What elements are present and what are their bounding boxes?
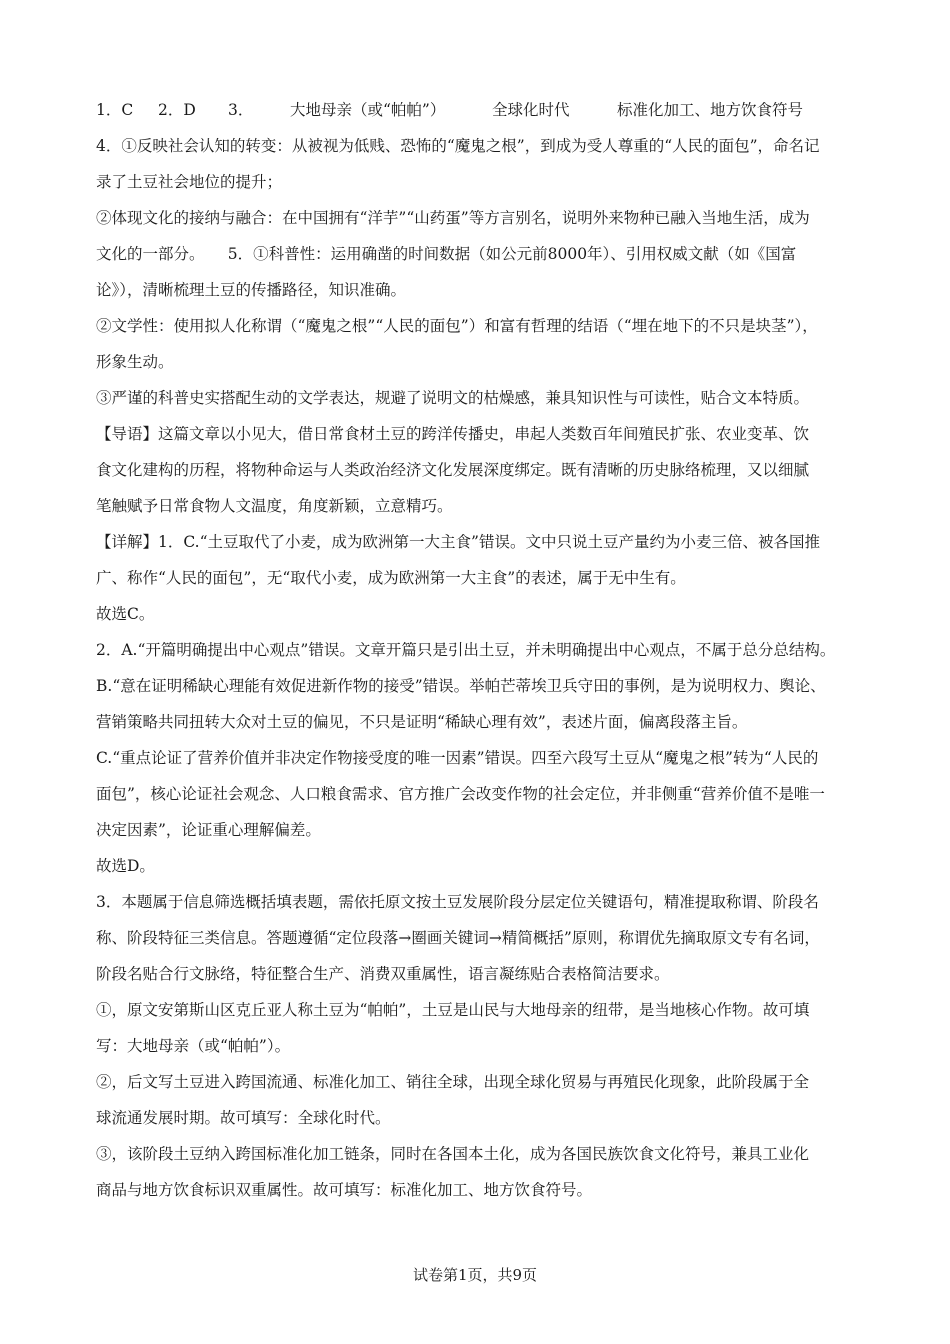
text-line: ③，该阶段土豆纳入跨国标准化加工链条，同时在各国本土化，成为各国民族饮食文化符号，兼具工业化 [96,1145,810,1163]
text-line: ②文学性：使用拟人化称谓（“魔鬼之根”“人民的面包”）和富有哲理的结语（“埋在地下的不只是块茎”）， [96,317,818,335]
text-line: 4．①反映社会认知的转变：从被视为低贱、恐怖的“魔鬼之根”，到成为受人尊重的“人民的面包”，命名记 [96,137,820,155]
text-line: ①，原文安第斯山区克丘亚人称土豆为“帕帕”，土豆是山民与大地母亲的纽带，是当地核心作物。故可填 [96,1001,810,1019]
answer-3-fill-1: 大地母亲（或“帕帕”） [290,101,446,119]
text-line: 写：大地母亲（或“帕帕”）。 [96,1037,291,1055]
text-line: 2．A.“开篇明确提出中心观点”错误。文章开篇只是引出土豆，并未明确提出中心观点，不属于总分总结构。 [96,641,836,659]
text-line: B.“意在证明稀缺心理能有效促进新作物的接受”错误。举帕芒蒂埃卫兵守田的事例，是为说明权力、舆论、 [96,677,826,695]
text-line: 称、阶段特征三类信息。答题遵循“定位段落→圈画关键词→精简概括”原则，称谓优先摘取原文专有名词， [96,929,820,947]
text-line: C.“重点论证了营养价值并非决定作物接受度的唯一因素”错误。四至六段写土豆从“魔鬼之根”转为“人民的 [96,749,819,767]
text-line: 球流通发展时期。故可填写：全球化时代。 [96,1109,391,1127]
text-line: 【详解】1．C.“土豆取代了小麦，成为欧洲第一大主食”错误。文中只说土豆产量约为小麦三倍、被各国推 [96,533,820,551]
text-line: 录了土豆社会地位的提升； [96,173,283,191]
text-line: 广、称作“人民的面包”，无“取代小麦，成为欧洲第一大主食”的表述，属于无中生有。 [96,569,686,587]
answer-content [96,92,856,1208]
answer-3-fill-3: 标准化加工、地方饮食符号 [617,101,804,119]
text-line: 笔触赋予日常食物人文温度，角度新颖，立意精巧。 [96,497,453,515]
text-line: 阶段名贴合行文脉络，特征整合生产、消费双重属性，语言凝练贴合表格简洁要求。 [96,965,670,983]
text-line: 故选C。 [96,605,155,623]
text-line: 面包”，核心论证社会观念、人口粮食需求、官方推广会改变作物的社会定位，并非侧重“营养价值不是唯一 [96,785,825,803]
answer-3-label: 3． [228,101,254,119]
text-line: 3．本题属于信息筛选概括填表题，需依托原文按土豆发展阶段分层定位关键语句，精准提取称谓、阶段名 [96,893,819,911]
text-line: 论》），清晰梳理土豆的传播路径，知识准确。 [96,281,407,299]
answer-3-fill-2: 全球化时代 [492,101,570,119]
answer-2: 2．D [158,101,196,119]
text-line: 形象生动。 [96,353,174,371]
text-line: 营销策略共同扭转大众对土豆的偏见，不只是证明“稀缺心理有效”，表述片面，偏离段落主旨。 [96,713,748,731]
text-line: ②，后文写土豆进入跨国流通、标准化加工、销往全球，出现全球化贸易与再殖民化现象，此阶段属于全 [96,1073,810,1091]
text-line: ③严谨的科普史实搭配生动的文学表达，规避了说明文的枯燥感，兼具知识性与可读性，贴合文本特质。 [96,389,810,407]
page-footer: 试卷第1页，共9页 [412,1266,538,1284]
text-line: 【导语】这篇文章以小见大，借日常食材土豆的跨洋传播史，串起人类数百年间殖民扩张、农业变革、饮 [96,425,810,443]
answer-1: 1．C [96,101,134,119]
text-line: ②体现文化的接纳与融合：在中国拥有“洋芋”“山药蛋”等方言别名，说明外来物种已融入当地生活，成为 [96,209,810,227]
answer-key-line [96,92,856,128]
text-line: 决定因素”，论证重心理解偏差。 [96,821,321,839]
text-line: 商品与地方饮食标识双重属性。故可填写：标准化加工、地方饮食符号。 [96,1181,593,1199]
text-line: 故选D。 [96,857,155,875]
text-line: 文化的一部分。 5．①科普性：运用确凿的时间数据（如公元前8000年）、引用权威文献（如《国富 [96,245,797,263]
text-line: 食文化建构的历程，将物种命运与人类政治经济文化发展深度绑定。既有清晰的历史脉络梳理，又以细腻 [96,461,810,479]
